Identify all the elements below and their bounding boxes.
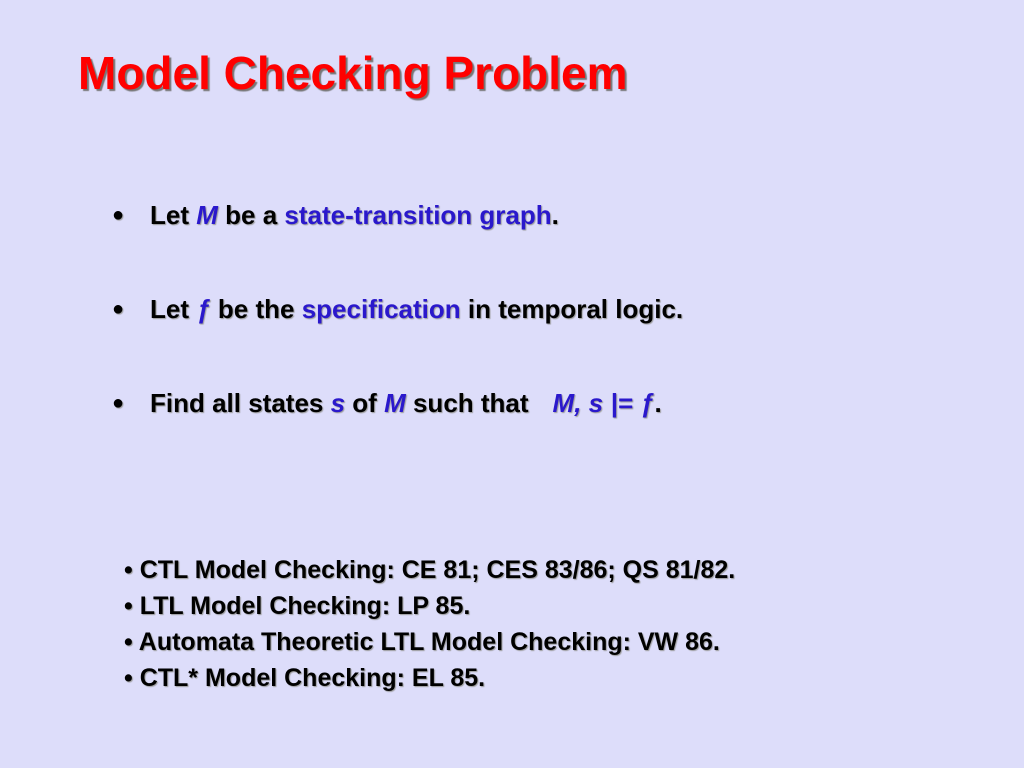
references-list [124,552,735,696]
bullet-item [112,200,559,231]
reference-item: • Automata Theoretic LTL Model Checking: VW 86. [124,628,720,656]
bullet-text: Find all states [150,388,331,418]
bullet-term: state-transition graph [284,200,552,230]
bullet-symbol: M, s |= ƒ [552,388,655,418]
reference-item: • LTL Model Checking: LP 85. [124,592,471,620]
bullet-text: be the [210,294,302,324]
slide-title: Model Checking Problem [78,47,628,99]
bullet-item [112,388,662,419]
bullet-symbol: s [330,388,346,418]
bullet-marker: ● [112,204,125,226]
bullet-text: . [551,200,559,230]
bullet-marker: ● [112,392,125,414]
reference-item: • CTL Model Checking: CE 81; CES 83/86; QS 81/82. [124,556,736,584]
bullet-symbol: ƒ [196,294,211,324]
bullet-term: specification [301,294,461,324]
bullet-marker: ● [112,298,125,320]
bullet-text: . [654,388,662,418]
reference-item: • CTL* Model Checking: EL 85. [124,664,486,692]
bullet-text: Let [150,294,197,324]
bullet-text: in temporal logic. [460,294,684,324]
bullet-text: Let [150,200,197,230]
bullet-text: of [345,388,385,418]
bullet-text: be a [217,200,285,230]
bullet-item [112,294,683,325]
bullet-text: such that [405,388,529,418]
bullet-symbol: M [384,388,406,418]
bullet-symbol: M [196,200,218,230]
